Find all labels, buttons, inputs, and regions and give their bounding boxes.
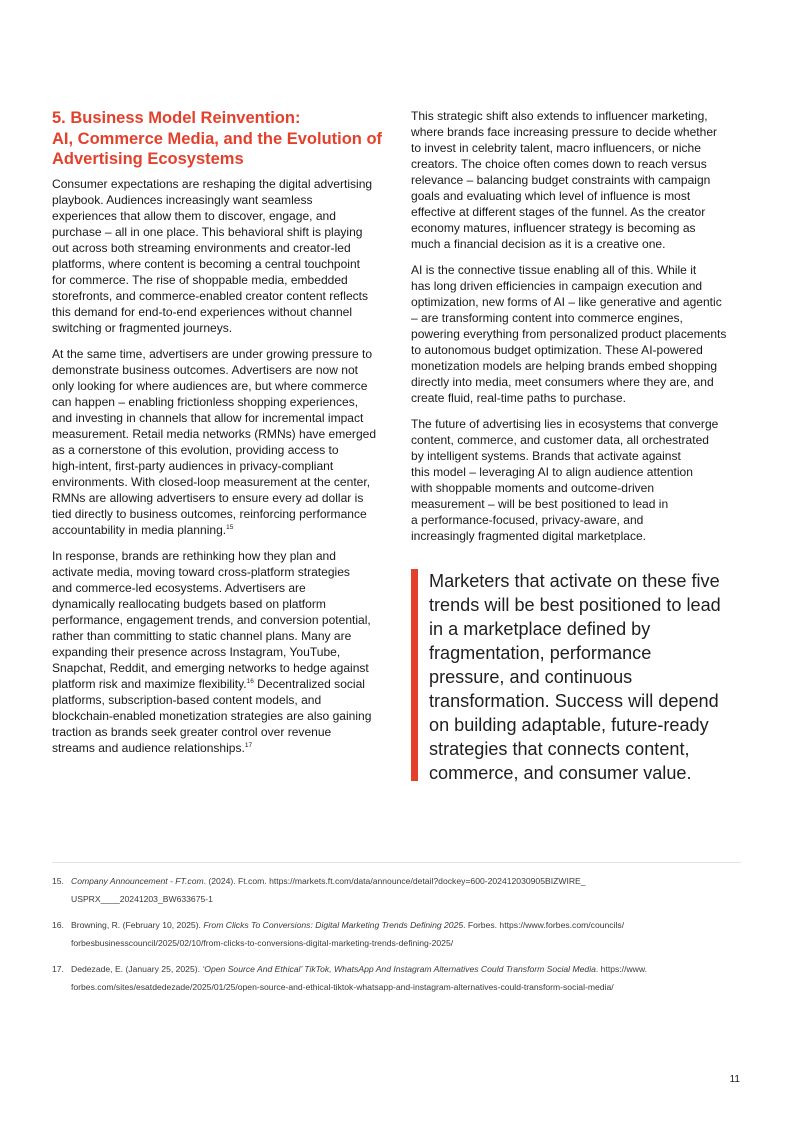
body-paragraph-ai-connective-tissue: AI is the connective tissue enabling all of this. While it has long driven efficiencies in campaign execution and optimization, new forms of AI – like generative and agentic – are transforming content into commerce engines, powering everything from personalized product placements to autonomous budget optimization. These AI-powered monetization models are helping brands embed shopping directly into media, meet consumers where they are, and create fluid, real-time paths to purchase. — [411, 263, 727, 405]
footnote-reference[interactable]: 17 — [244, 741, 253, 749]
right-column — [411, 108, 743, 554]
footnote-16 — [52, 916, 742, 952]
footnote-title: Company Announcement - FT.com — [71, 876, 204, 886]
pull-quote — [411, 569, 745, 781]
footnote-body — [71, 916, 742, 952]
footnote-title: From Clicks To Conversions: Digital Marketing Trends Defining 2025 — [203, 920, 464, 930]
footnotes — [52, 872, 742, 1004]
pull-quote-text: Marketers that activate on these five trends will be best positioned to lead in a marketplace defined by fragmentation, performance pressure, and continuous transformation. Success will depend on building adaptable, future-ready strategies that connects content, commerce, and consumer value. — [429, 571, 721, 783]
footnote-reference[interactable]: 15 — [226, 523, 234, 531]
section-heading — [52, 108, 384, 170]
body-paragraph-business-outcomes — [52, 346, 384, 538]
page-number: 11 — [729, 1074, 740, 1085]
footnote-title: ‘Open Source And Ethical’ TikTok, WhatsApp And Instagram Alternatives Could Transform Social Media — [202, 964, 596, 974]
footnote-number: 15. — [52, 876, 64, 886]
paragraph-text: Decentralized social platforms, subscription-based content models, and blockchain-enabled monetization strategies are also gaining traction as brands seek greater control over revenue streams and audience relationships. — [52, 676, 372, 755]
footnote-body — [71, 960, 742, 996]
footnote-citation[interactable]: . Forbes. https://www.forbes.com/councils/ forbesbusinesscouncil/2025/02/10/from-clicks-to-conversions-digital-marketing-trends-defining-2025/ — [71, 920, 625, 948]
footnote-number: 17. — [52, 964, 64, 974]
footnote-author: Browning, R. (February 10, 2025). — [71, 920, 204, 930]
footnote-citation[interactable]: . https://www. forbes.com/sites/esatdedezade/2025/01/25/open-source-and-ethical-tiktok-whatsapp-and-instagram-alternatives-could-transform-social-media/ — [71, 964, 647, 992]
paragraph-text: In response, brands are rethinking how they plan and activate media, moving toward cross-platform strategies and commerce-led ecosystems. Advertisers are dynamically reallocating budgets based on platform performance, engagement trends, and conversion potential, rather than committing to static channel plans. Many are expanding their presence across Instagram, YouTube, Snapchat, Reddit, and emerging networks to hedge against platform risk and maximize flexibility. — [52, 548, 371, 691]
body-paragraph-influencer-marketing: This strategic shift also extends to influencer marketing, where brands face increasing pressure to decide whether to invest in celebrity talent, macro influencers, or niche creators. The choice often comes down to reach versus relevance – balancing budget constraints with campaign goals and evaluating which level of influence is most effective at different stages of the funnel. As the creator economy matures, influencer strategy is becoming as much a financial decision as it is a creative one. — [411, 109, 718, 251]
footnote-15 — [52, 872, 742, 908]
footnote-17 — [52, 960, 742, 996]
body-paragraph-cross-platform — [52, 548, 384, 756]
left-column — [52, 108, 384, 766]
footnote-number: 16. — [52, 920, 64, 930]
footnote-citation[interactable]: . (2024). Ft.com. https://markets.ft.com/data/announce/detail?dockey=600-202412030905BIZWIRE_ USPRX____20241203_BW633675-1 — [71, 876, 586, 904]
paragraph-text: At the same time, advertisers are under growing pressure to demonstrate business outcomes. Advertisers are now not only looking for where audiences are, but where commerce can happen – enabling frictionless shopping experiences, and investing in channels that allow for incremental impact measurement. Retail media networks (RMNs) have emerged as a cornerstone of this evolution, providing access to high-intent, first-party audiences in privacy-compliant environments. With closed-loop measurement at the center, RMNs are allowing advertisers to ensure every ad dollar is tied directly to business outcomes, reinforcing performance accountability in media planning. — [52, 346, 377, 537]
body-paragraph-consumer-expectations: Consumer expectations are reshaping the digital advertising playbook. Audiences increasingly want seamless experiences that allow them to discover, engage, and purchase – all in one place. This behavioral shift is playing out across both streaming environments and creator-led platforms, where content is becoming a central touchpoint for commerce. The rise of shoppable media, embedded storefronts, and commerce-enabled creator content reflects this demand for end-to-end experiences without channel switching or fragmented journeys. — [52, 176, 373, 335]
section-heading-text: 5. Business Model Reinvention: AI, Commerce Media, and the Evolution of Advertising Ecosystems — [52, 109, 383, 168]
footnote-author: Dedezade, E. (January 25, 2025). — [71, 964, 203, 974]
footnote-reference[interactable]: 16 — [246, 677, 254, 685]
body-paragraph-future-of-advertising: The future of advertising lies in ecosystems that converge content, commerce, and customer data, all orchestrated by intelligent systems. Brands that activate against this model – leveraging AI to align audience attention with shoppable moments and outcome-driven measurement – will be best positioned to lead in a performance-focused, privacy-aware, and increasingly fragmented digital marketplace. — [411, 417, 719, 543]
footnote-divider — [52, 862, 741, 863]
footnote-body — [71, 872, 742, 908]
